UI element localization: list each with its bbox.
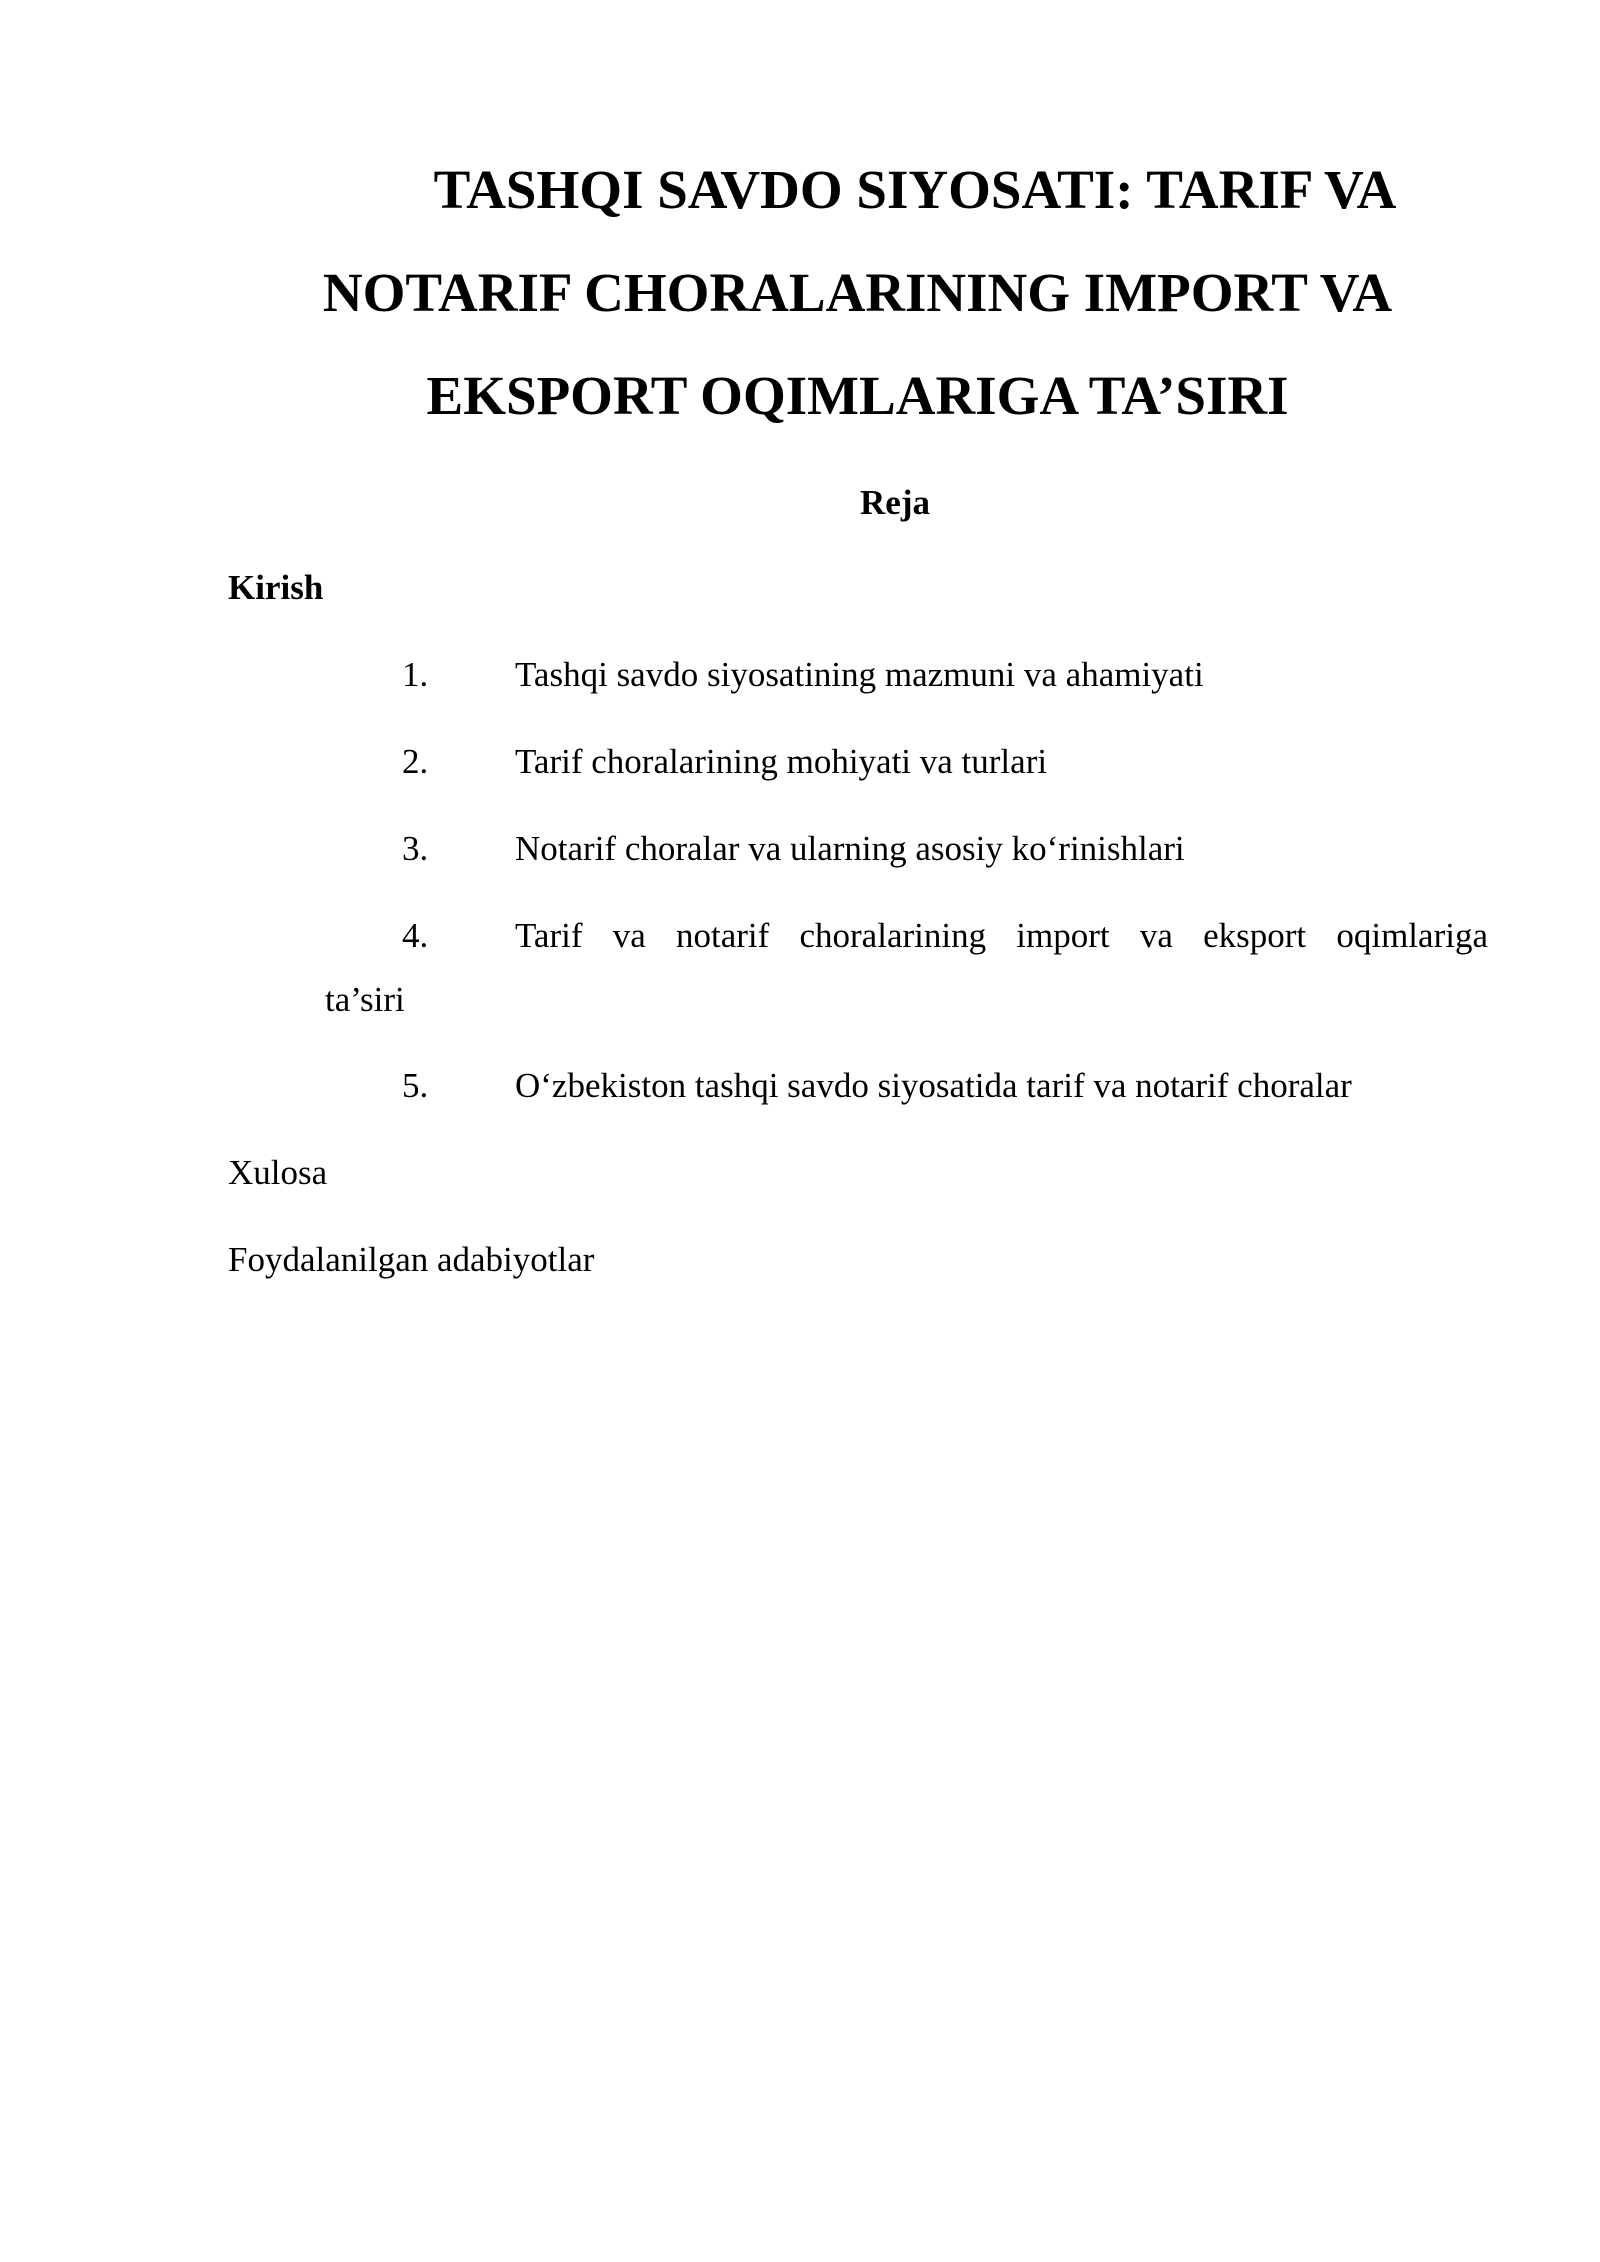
plan-item-number: 4.	[402, 916, 429, 955]
plan-item-4-continuation: ta’siri	[325, 980, 405, 1019]
title-line-1: TASHQI SAVDO SIYOSATI: TARIF VA	[433, 159, 1397, 220]
plan-item-text: Notarif choralar va ularning asosiy ko‘rinishlari	[515, 829, 1185, 868]
document-title	[230, 138, 1485, 447]
conclusion-heading: Xulosa	[228, 1153, 328, 1192]
plan-heading: Reja	[860, 483, 930, 522]
title-line-3: EKSPORT OQIMLARIGA TA’SIRI	[426, 365, 1289, 426]
plan-item-text: Tarif choralarining mohiyati va turlari	[515, 742, 1048, 781]
plan-item-number: 1.	[402, 655, 429, 694]
title-line-2: NOTARIF CHORALARINING IMPORT VA	[322, 262, 1393, 323]
plan-item-number: 5.	[402, 1066, 429, 1105]
references-heading: Foydalanilgan adabiyotlar	[228, 1240, 595, 1279]
plan-item-text: Tashqi savdo siyosatining mazmuni va ahamiyati	[515, 655, 1204, 694]
plan-item-number: 2.	[402, 742, 429, 781]
intro-heading: Kirish	[228, 568, 324, 607]
plan-item-text: O‘zbekiston tashqi savdo siyosatida tarif va notarif choralar	[515, 1066, 1352, 1105]
plan-item-number: 3.	[402, 829, 429, 868]
plan-item-text: Tarif va notarif choralarining import va eksport oqimlariga	[515, 916, 1488, 955]
